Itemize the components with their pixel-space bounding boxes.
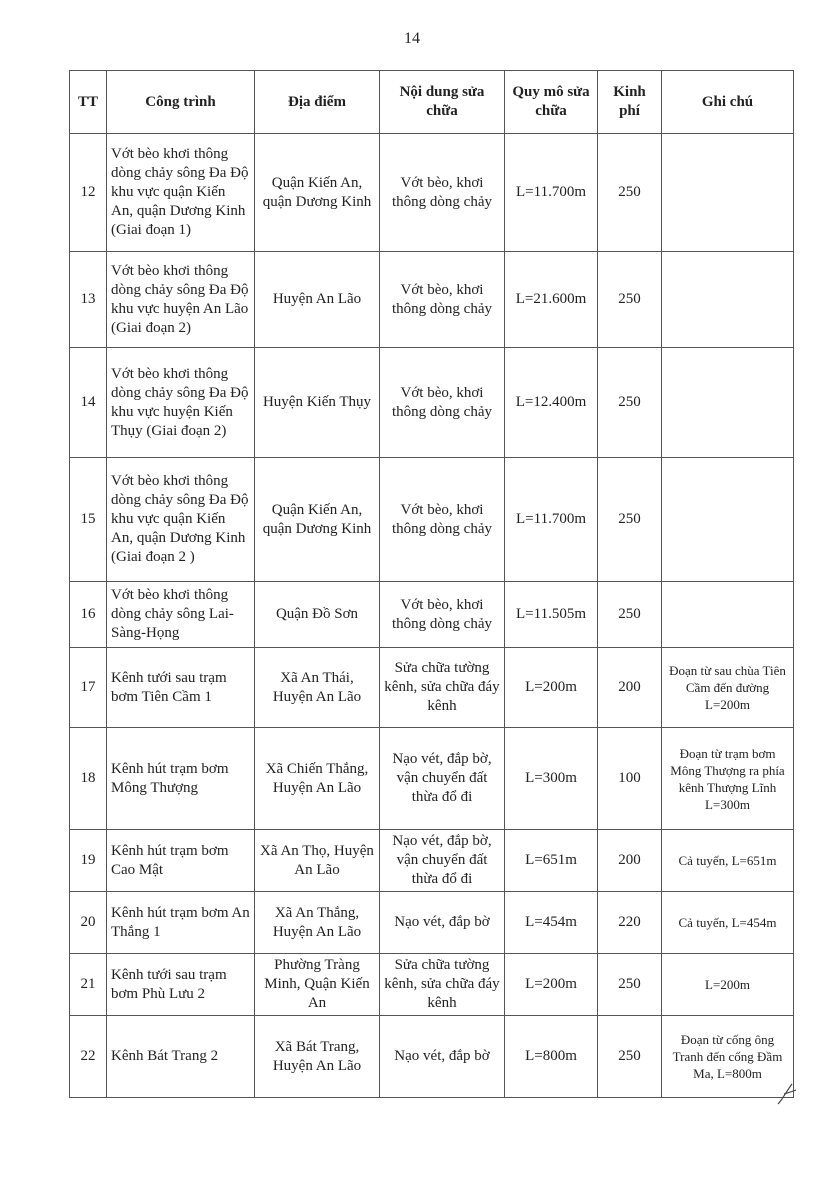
cell-content: Vớt bèo, khơi thông dòng chảy [380,348,505,458]
cell-content: Sửa chữa tường kênh, sửa chữa đáy kênh [380,648,505,728]
cell-note: L=200m [662,954,794,1016]
cell-tt: 14 [70,348,107,458]
cell-cost: 250 [598,348,662,458]
cell-scale: L=200m [505,954,598,1016]
cell-scale: L=11.505m [505,582,598,648]
cell-note [662,582,794,648]
cell-tt: 20 [70,892,107,954]
cell-name: Vớt bèo khơi thông dòng chảy sông Đa Độ khu vực quận Kiến An, quận Dương Kinh (Giai đoạn 1) [107,134,255,252]
cell-cost: 250 [598,1016,662,1098]
cell-tt: 13 [70,252,107,348]
cell-cost: 200 [598,830,662,892]
cell-content: Nạo vét, đắp bờ [380,1016,505,1098]
cell-location: Quận Kiến An, quận Dương Kinh [255,458,380,582]
table-row [70,1016,794,1098]
cell-cost: 250 [598,582,662,648]
cell-content: Vớt bèo, khơi thông dòng chảy [380,582,505,648]
header-name: Công trình [107,71,255,134]
cell-content: Vớt bèo, khơi thông dòng chảy [380,134,505,252]
cell-note [662,458,794,582]
cell-note: Đoạn từ trạm bơm Mông Thượng ra phía kênh Thượng Lĩnh L=300m [662,728,794,830]
cell-note: Cả tuyến, L=651m [662,830,794,892]
cell-name: Kênh hút trạm bơm Cao Mật [107,830,255,892]
cell-cost: 250 [598,954,662,1016]
header-row [70,71,794,134]
page-number: 14 [404,30,420,47]
cell-cost: 250 [598,252,662,348]
cell-location: Xã Bát Trang, Huyện An Lão [255,1016,380,1098]
header-content: Nội dung sửa chữa [380,71,505,134]
table-row [70,728,794,830]
cell-location: Xã Chiến Thắng, Huyện An Lão [255,728,380,830]
works-table [69,70,794,1098]
cell-name: Kênh hút trạm bơm Mông Thượng [107,728,255,830]
table-row [70,458,794,582]
cell-scale: L=11.700m [505,134,598,252]
cell-content: Nạo vét, đắp bờ, vận chuyển đất thừa đổ đi [380,830,505,892]
cell-name: Vớt bèo khơi thông dòng chảy sông Đa Độ khu vực huyện An Lão (Giai đoạn 2) [107,252,255,348]
cell-note [662,348,794,458]
cell-scale: L=200m [505,648,598,728]
cell-location: Quận Kiến An, quận Dương Kinh [255,134,380,252]
cell-cost: 100 [598,728,662,830]
cell-note [662,252,794,348]
table-row [70,830,794,892]
header-cost: Kinh phí [598,71,662,134]
cell-tt: 18 [70,728,107,830]
cell-cost: 200 [598,648,662,728]
cell-note: Cả tuyến, L=454m [662,892,794,954]
table-row [70,954,794,1016]
cell-location: Xã An Thọ, Huyện An Lão [255,830,380,892]
table-row [70,348,794,458]
cell-note [662,134,794,252]
cell-cost: 250 [598,458,662,582]
cell-scale: L=21.600m [505,252,598,348]
table-row [70,134,794,252]
cell-scale: L=300m [505,728,598,830]
cell-name: Kênh Bát Trang 2 [107,1016,255,1098]
cell-tt: 22 [70,1016,107,1098]
cell-content: Vớt bèo, khơi thông dòng chảy [380,458,505,582]
cell-name: Vớt bèo khơi thông dòng chảy sông Đa Độ khu vực quận Kiến An, quận Dương Kinh (Giai đoạn 2 ) [107,458,255,582]
cell-scale: L=454m [505,892,598,954]
cell-tt: 19 [70,830,107,892]
cell-tt: 17 [70,648,107,728]
table-row [70,892,794,954]
cell-location: Xã An Thái, Huyện An Lão [255,648,380,728]
cell-note: Đoạn từ cống ông Tranh đến cống Đầm Ma, L=800m [662,1016,794,1098]
cell-name: Kênh tưới sau trạm bơm Phù Lưu 2 [107,954,255,1016]
cell-content: Sửa chữa tường kênh, sửa chữa đáy kênh [380,954,505,1016]
cell-note: Đoạn từ sau chùa Tiên Cầm đến đường L=200m [662,648,794,728]
cell-scale: L=11.700m [505,458,598,582]
cell-location: Huyện An Lão [255,252,380,348]
cell-name: Vớt bèo khơi thông dòng chảy sông Lai-Sàng-Họng [107,582,255,648]
cell-content: Nạo vét, đắp bờ [380,892,505,954]
header-tt: TT [70,71,107,134]
table-row [70,582,794,648]
initial-mark [772,1078,802,1108]
cell-scale: L=12.400m [505,348,598,458]
table-header [70,71,794,134]
header-location: Địa điểm [255,71,380,134]
cell-name: Kênh tưới sau trạm bơm Tiên Cầm 1 [107,648,255,728]
cell-name: Kênh hút trạm bơm An Thắng 1 [107,892,255,954]
cell-tt: 16 [70,582,107,648]
table-row [70,252,794,348]
cell-scale: L=800m [505,1016,598,1098]
header-scale: Quy mô sửa chữa [505,71,598,134]
cell-location: Phường Tràng Minh, Quận Kiến An [255,954,380,1016]
table-body [70,134,794,1098]
cell-tt: 21 [70,954,107,1016]
cell-tt: 12 [70,134,107,252]
cell-location: Quận Đồ Sơn [255,582,380,648]
cell-tt: 15 [70,458,107,582]
cell-scale: L=651m [505,830,598,892]
cell-location: Xã An Thắng, Huyện An Lão [255,892,380,954]
cell-cost: 250 [598,134,662,252]
cell-name: Vớt bèo khơi thông dòng chảy sông Đa Độ khu vực huyện Kiến Thụy (Giai đoạn 2) [107,348,255,458]
table-row [70,648,794,728]
cell-cost: 220 [598,892,662,954]
cell-location: Huyện Kiến Thụy [255,348,380,458]
cell-content: Vớt bèo, khơi thông dòng chảy [380,252,505,348]
header-note: Ghi chú [662,71,794,134]
cell-content: Nạo vét, đắp bờ, vận chuyển đất thừa đổ đi [380,728,505,830]
